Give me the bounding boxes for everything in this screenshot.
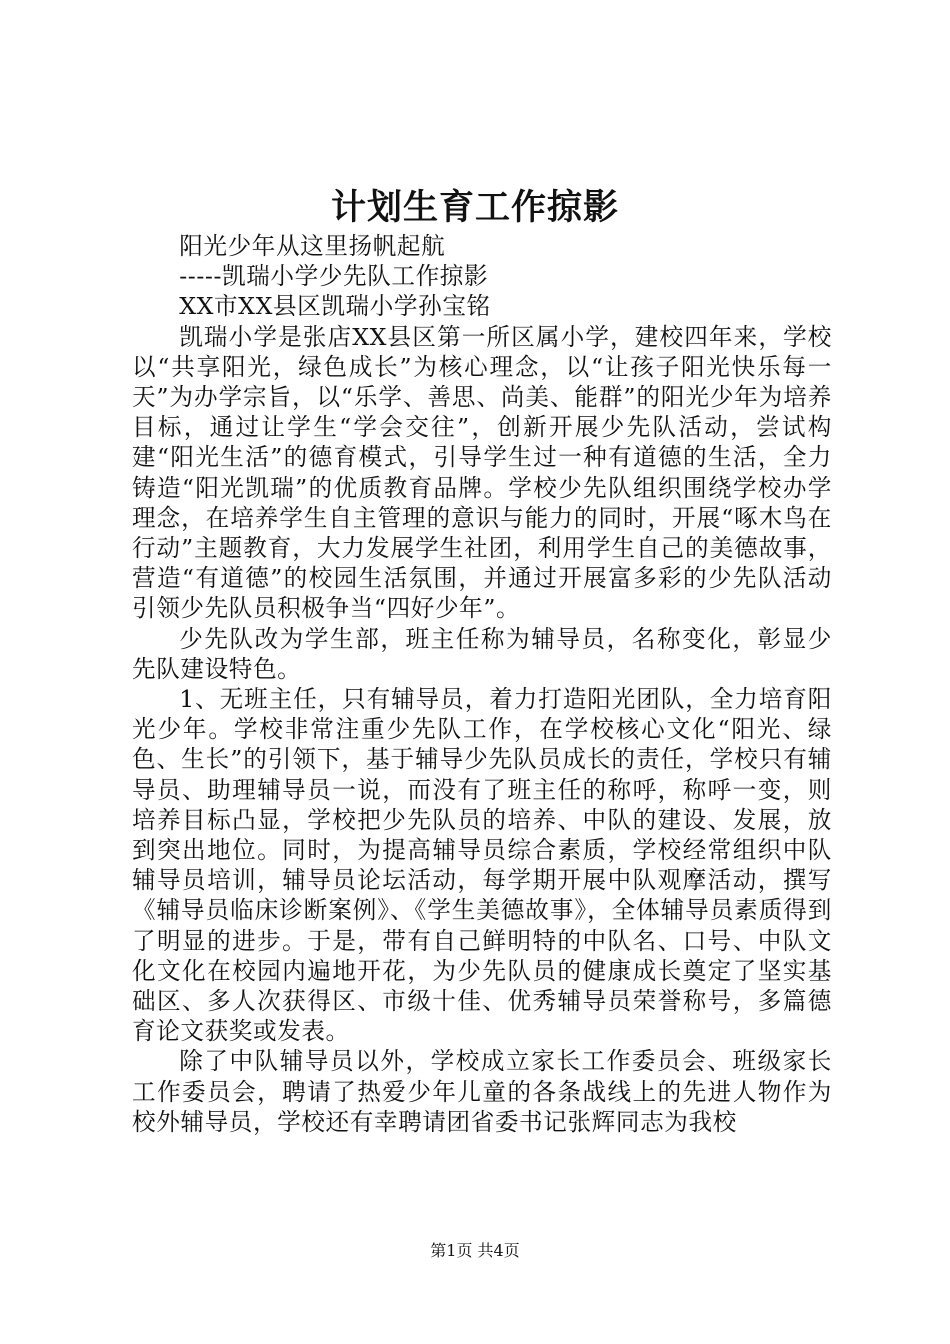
paragraph: 少先队改为学生部，班主任称为辅导员，名称变化，彰显少先队建设特色。 <box>132 624 832 683</box>
document-body <box>132 231 832 1137</box>
paragraph: 除了中队辅导员以外，学校成立家长工作委员会、班级家长工作委员会，聘请了热爱少年儿童的各条战线上的先进人物作为校外辅导员，学校还有幸聘请团省委书记张辉同志为我校 <box>132 1047 832 1136</box>
paragraph: 1、无班主任，只有辅导员，着力打造阳光团队，全力培育阳光少年。学校非常注重少先队工作，在学校核心文化“阳光、绿色、生长”的引领下，基于辅导少先队员成长的责任，学校只有辅导员、助理辅导员一说，而没有了班主任的称呼，称呼一变，则培养目标凸显，学校把少先队员的培养、中队的建设、发展，放到突出地位。同时，为提高辅导员综合素质，学校经常组织中队辅导员培训，辅导员论坛活动，每学期开展中队观摩活动，撰写《辅导员临床诊断案例》、《学生美德故事》，全体辅导员素质得到了明显的进步。于是，带有自己鲜明特的中队名、口号、中队文化文化在校园内遍地开花，为少先队员的健康成长奠定了坚实基础区、多人次获得区、市级十佳、优秀辅导员荣誉称号，多篇德育论文获奖或发表。 <box>132 685 832 1046</box>
page-title: 计划生育工作掠影 <box>330 187 619 228</box>
author-line: XX市XX县区凯瑞小学孙宝铭 <box>179 292 491 321</box>
subheading: -----凯瑞小学少先队工作掠影 <box>179 262 489 291</box>
page-number-footer: 第1页 共4页 <box>430 1241 520 1260</box>
subtitle: 阳光少年从这里扬帆起航 <box>179 232 446 260</box>
paragraph: 凯瑞小学是张店XX县区第一所区属小学，建校四年来，学校以“共享阳光，绿色成长”为核心理念，以“让孩子阳光快乐每一天”为办学宗旨，以“乐学、善思、尚美、能群”的阳光少年为培养目标，通过让学生“学会交往”，创新开展少先队活动，尝试构建“阳光生活”的德育模式，引导学生过一种有道德的生活，全力铸造“阳光凯瑞”的优质教育品牌。学校少先队组织围绕学校办学理念，在培养学生自主管理的意识与能力的同时，开展“啄木鸟在行动”主题教育，大力发展学生社团，利用学生自己的美德故事，营造“有道德”的校园生活氛围，并通过开展富多彩的少先队活动引领少先队员积极争当“四好少年”。 <box>132 322 832 623</box>
